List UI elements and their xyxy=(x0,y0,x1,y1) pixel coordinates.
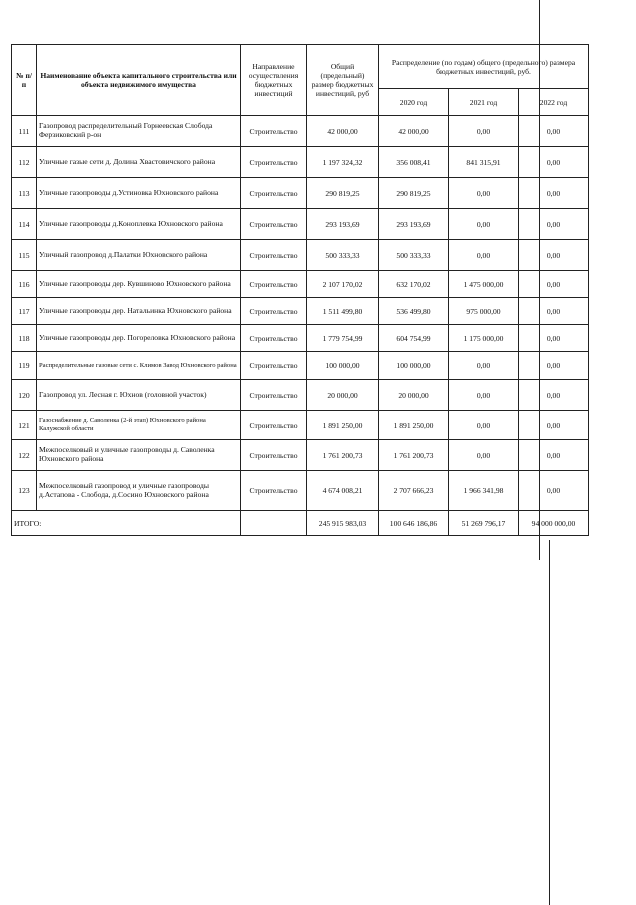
amount-2022: 0,00 xyxy=(519,380,589,411)
amount-2022: 0,00 xyxy=(519,240,589,271)
amount-2022: 0,00 xyxy=(519,352,589,380)
amount-2022: 0,00 xyxy=(519,325,589,352)
total-amount: 290 819,25 xyxy=(307,178,379,209)
row-number: 116 xyxy=(12,271,37,298)
total-amount: 500 333,33 xyxy=(307,240,379,271)
totals-amount-2022: 94 000 000,00 xyxy=(519,511,589,536)
totals-row xyxy=(12,511,589,536)
amount-2021: 975 000,00 xyxy=(449,298,519,325)
total-amount: 1 761 200,73 xyxy=(307,440,379,471)
amount-2022: 0,00 xyxy=(519,471,589,511)
row-number: 117 xyxy=(12,298,37,325)
amount-2020: 100 000,00 xyxy=(379,352,449,380)
table-row xyxy=(12,178,589,209)
amount-2021: 0,00 xyxy=(449,209,519,240)
direction: Строительство xyxy=(241,440,307,471)
row-number: 123 xyxy=(12,471,37,511)
table-row xyxy=(12,325,589,352)
amount-2020: 356 008,41 xyxy=(379,147,449,178)
amount-2021: 1 175 000,00 xyxy=(449,325,519,352)
direction: Строительство xyxy=(241,271,307,298)
scan-artifact-line-lower xyxy=(549,540,550,905)
amount-2020: 290 819,25 xyxy=(379,178,449,209)
amount-2021: 1 475 000,00 xyxy=(449,271,519,298)
amount-2021: 841 315,91 xyxy=(449,147,519,178)
direction: Строительство xyxy=(241,116,307,147)
amount-2021: 0,00 xyxy=(449,178,519,209)
total-amount: 1 197 324,32 xyxy=(307,147,379,178)
table-row xyxy=(12,411,589,440)
object-name: Газопровод распределительный Горнеевская Слобода Ферзиковский р-он xyxy=(37,116,241,147)
amount-2022: 0,00 xyxy=(519,298,589,325)
budget-investment-table xyxy=(11,44,589,536)
row-number: 115 xyxy=(12,240,37,271)
object-name: Распределительные газовые сети с. Климов Завод Юхновского района xyxy=(37,352,241,380)
amount-2020: 1 761 200,73 xyxy=(379,440,449,471)
row-number: 118 xyxy=(12,325,37,352)
amount-2020: 536 499,80 xyxy=(379,298,449,325)
amount-2022: 0,00 xyxy=(519,116,589,147)
direction: Строительство xyxy=(241,298,307,325)
totals-total-amount: 245 915 983,03 xyxy=(307,511,379,536)
amount-2022: 0,00 xyxy=(519,271,589,298)
object-name: Газопровод ул. Лесная г. Юхнов (головной участок) xyxy=(37,380,241,411)
table-row xyxy=(12,147,589,178)
row-number: 119 xyxy=(12,352,37,380)
amount-2020: 632 170,02 xyxy=(379,271,449,298)
object-name: Межпоселковый и уличные газопроводы д. Саволенка Юхновского района xyxy=(37,440,241,471)
header-total-amount: Общий (предельный) размер бюджетных инвестиций, руб xyxy=(307,45,379,116)
object-name: Уличные газопроводы дер. Кувшиново Юхновского района xyxy=(37,271,241,298)
amount-2022: 0,00 xyxy=(519,178,589,209)
totals-blank-cell xyxy=(241,511,307,536)
row-number: 122 xyxy=(12,440,37,471)
total-amount: 20 000,00 xyxy=(307,380,379,411)
object-name: Уличные газые сети д. Долина Хвастовичского района xyxy=(37,147,241,178)
direction: Строительство xyxy=(241,209,307,240)
amount-2020: 1 891 250,00 xyxy=(379,411,449,440)
direction: Строительство xyxy=(241,352,307,380)
table-row xyxy=(12,116,589,147)
object-name: Уличный газопровод д.Палатки Юхновского района xyxy=(37,240,241,271)
total-amount: 293 193,69 xyxy=(307,209,379,240)
amount-2021: 0,00 xyxy=(449,352,519,380)
direction: Строительство xyxy=(241,380,307,411)
amount-2020: 42 000,00 xyxy=(379,116,449,147)
total-amount: 2 107 170,02 xyxy=(307,271,379,298)
amount-2022: 0,00 xyxy=(519,147,589,178)
amount-2020: 604 754,99 xyxy=(379,325,449,352)
totals-amount-2021: 51 269 796,17 xyxy=(449,511,519,536)
table-row xyxy=(12,240,589,271)
row-number: 120 xyxy=(12,380,37,411)
amount-2021: 0,00 xyxy=(449,411,519,440)
direction: Строительство xyxy=(241,178,307,209)
header-direction: Направление осуществления бюджетных инвестиций xyxy=(241,45,307,116)
row-number: 113 xyxy=(12,178,37,209)
header-object-name: Наименование объекта капитального строительства или объекта недвижимого имущества xyxy=(37,45,241,116)
totals-label: ИТОГО: xyxy=(12,511,241,536)
direction: Строительство xyxy=(241,240,307,271)
table-row xyxy=(12,271,589,298)
header-year-2021: 2021 год xyxy=(449,89,519,116)
table-row xyxy=(12,440,589,471)
direction: Строительство xyxy=(241,471,307,511)
row-number: 114 xyxy=(12,209,37,240)
total-amount: 42 000,00 xyxy=(307,116,379,147)
object-name: Уличные газопроводы д.Коноплевка Юхновского района xyxy=(37,209,241,240)
amount-2020: 20 000,00 xyxy=(379,380,449,411)
table-row xyxy=(12,352,589,380)
amount-2020: 500 333,33 xyxy=(379,240,449,271)
amount-2022: 0,00 xyxy=(519,411,589,440)
table-row xyxy=(12,471,589,511)
amount-2020: 2 707 666,23 xyxy=(379,471,449,511)
total-amount: 4 674 008,21 xyxy=(307,471,379,511)
table-row xyxy=(12,380,589,411)
row-number: 111 xyxy=(12,116,37,147)
header-number: № п/п xyxy=(12,45,37,116)
object-name: Межпоселковый газопровод и уличные газопроводы д.Астапова - Слобода, д.Сосино Юхновского района xyxy=(37,471,241,511)
header-year-2022: 2022 год xyxy=(519,89,589,116)
amount-2022: 0,00 xyxy=(519,440,589,471)
header-distribution: Распределение (по годам) общего (предельного) размера бюджетных инвестиций, руб. xyxy=(379,45,589,89)
direction: Строительство xyxy=(241,411,307,440)
amount-2021: 0,00 xyxy=(449,380,519,411)
row-number: 112 xyxy=(12,147,37,178)
total-amount: 1 891 250,00 xyxy=(307,411,379,440)
totals-amount-2020: 100 646 186,86 xyxy=(379,511,449,536)
amount-2021: 0,00 xyxy=(449,240,519,271)
amount-2020: 293 193,69 xyxy=(379,209,449,240)
total-amount: 1 511 499,80 xyxy=(307,298,379,325)
amount-2021: 0,00 xyxy=(449,116,519,147)
amount-2021: 1 966 341,98 xyxy=(449,471,519,511)
table-row xyxy=(12,209,589,240)
direction: Строительство xyxy=(241,147,307,178)
total-amount: 1 779 754,99 xyxy=(307,325,379,352)
total-amount: 100 000,00 xyxy=(307,352,379,380)
amount-2021: 0,00 xyxy=(449,440,519,471)
header-year-2020: 2020 год xyxy=(379,89,449,116)
object-name: Уличные газопроводы д.Устиновка Юхновского района xyxy=(37,178,241,209)
amount-2022: 0,00 xyxy=(519,209,589,240)
object-name: Уличные газопроводы дер. Погореловка Юхновского района xyxy=(37,325,241,352)
row-number: 121 xyxy=(12,411,37,440)
direction: Строительство xyxy=(241,325,307,352)
object-name: Газоснабжение д. Саволенка (2-й этап) Юхновского района Калужской области xyxy=(37,411,241,440)
table-row xyxy=(12,298,589,325)
object-name: Уличные газопроводы дер. Натальинка Юхновского района xyxy=(37,298,241,325)
